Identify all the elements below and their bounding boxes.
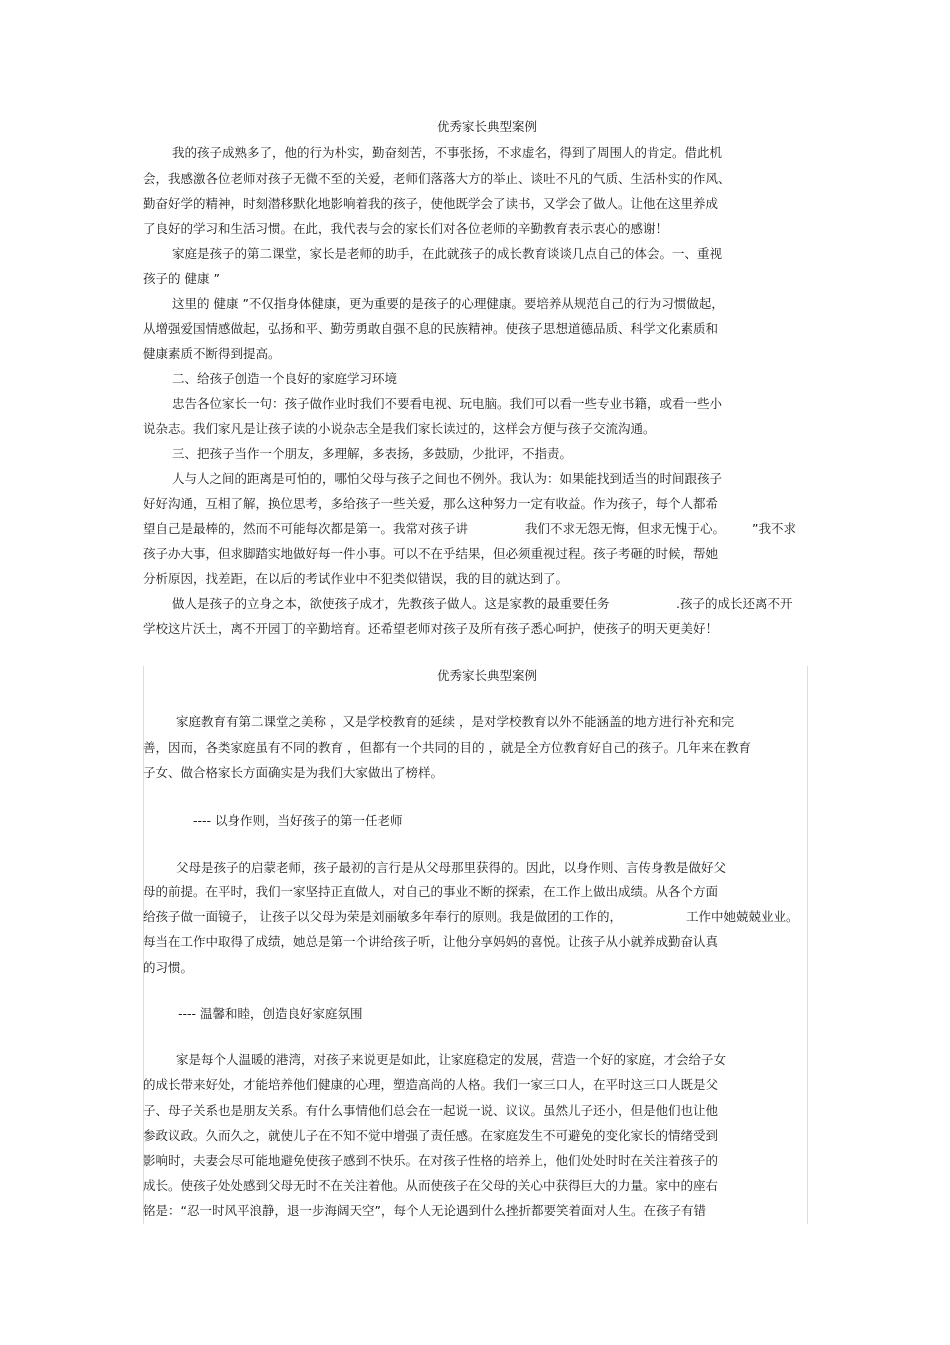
paragraph-line: 参政议政。久而久之，就使儿子在不知不觉中增强了责任感。在家庭发生不可避免的变化家长的情绪受到 bbox=[143, 1128, 719, 1143]
paragraph-line: 的习惯。 bbox=[143, 960, 194, 975]
section-heading: ---- 以身作则，当好孩子的第一任老师 bbox=[193, 813, 403, 828]
paragraph-line: 这里的 健康 ”不仅指身体健康，更为重要的是孩子的心理健康。要培养从规范自己的行为习惯做起， bbox=[172, 296, 724, 311]
paragraph-line: 每当在工作中取得了成绩，她总是第一个讲给孩子听，让他分享妈妈的喜悦。让孩子从小就养成勤奋认真 bbox=[143, 934, 719, 949]
section-heading: ---- 温馨和睦，创造良好家庭氛围 bbox=[178, 1006, 363, 1021]
paragraph-line: 父母是孩子的启蒙老师，孩子最初的言行是从父母那里获得的。因此，以身作则、言传身教是做好父 bbox=[176, 860, 727, 875]
paragraph-line: 孩子的 健康 ” bbox=[143, 271, 220, 286]
paragraph-line: 从增强爱国情感做起，弘扬和平、勤劳勇敢自强不息的民族精神。使孩子思想道德品质、科学文化素质和 bbox=[143, 321, 719, 336]
page-title: 优秀家长典型案例 bbox=[437, 119, 538, 134]
paragraph-line: 忠告各位家长一句：孩子做作业时我们不要看电视、玩电脑。我们可以看一些专业书籍，或看一些小 bbox=[172, 396, 723, 411]
paragraph-line: 给孩子做一面镜子， 让孩子以父母为荣是刘丽敏多年奉行的原则。我是做团的工作的， bbox=[143, 909, 622, 924]
paragraph-line: 了良好的学习和生活习惯。在此，我代表与会的家长们对各位老师的辛勤教育表示衷心的感谢！ bbox=[143, 221, 669, 236]
paragraph-line: 好好沟通，互相了解，换位思考，多给孩子一些关爱，那么这种努力一定有收益。作为孩子，每个人都希 bbox=[143, 496, 719, 511]
paragraph-line: 望自己是最棒的，然而不可能每次都是第一。我常对孩子讲 bbox=[143, 521, 469, 536]
paragraph-line: 家庭教育有第二课堂之美称 ，又是学校教育的延续 ，是对学校教育以外不能涵盖的地方进行补充和完 bbox=[176, 714, 734, 729]
paragraph-line: 做人是孩子的立身之本，欲使孩子成才，先教孩子做人。这是家教的最重要任务 bbox=[172, 596, 610, 611]
paragraph-line: 学校这片沃土，离不开园丁的辛勤培育。还希望老师对孩子及所有孩子悉心呵护，使孩子的明天更美好！ bbox=[143, 621, 719, 636]
paragraph-line: 的成长带来好处，才能培养他们健康的心理，塑造高尚的人格。我们一家三口人，在平时这三口人既是父 bbox=[143, 1077, 719, 1092]
paragraph-line: 健康素质不断得到提高。 bbox=[143, 346, 281, 361]
section-heading: 三、把孩子当作一个朋友，多理解，多表扬，多鼓励，少批评，不指责。 bbox=[172, 446, 573, 461]
paragraph-line: 影响时，夫妻会尽可能地避免使孩子感到不快乐。在对孩子性格的培养上，他们处处时时在关注着孩子的 bbox=[143, 1153, 719, 1168]
paragraph-line: 我的孩子成熟多了，他的行为朴实，勤奋刻苦，不事张扬，不求虚名，得到了周围人的肯定。借此机 bbox=[172, 145, 723, 160]
paragraph-line: 说杂志。我们家凡是让孩子读的小说杂志全是我们家长读过的，这样会方便与孩子交流沟通。 bbox=[143, 421, 656, 436]
paragraph-line: 子女、做合格家长方面确实是为我们大家做出了榜样。 bbox=[143, 765, 444, 780]
paragraph-line: ”我不求 bbox=[752, 521, 796, 536]
paragraph-line: 勤奋好学的精神，时刻潜移默化地影响着我的孩子，使他既学会了读书，又学会了做人。让他在这里养成 bbox=[143, 196, 719, 211]
paragraph-line: 铭是：“忍一时风平浪静，退一步海阔天空”，每个人无论遇到什么挫折都要笑着面对人生。在孩子有错 bbox=[143, 1203, 706, 1218]
paragraph-line: 家是每个人温暖的港湾，对孩子来说更是如此，让家庭稳定的发展，营造一个好的家庭，才会给子女 bbox=[176, 1052, 727, 1067]
paragraph-line: 母的前提。在平时，我们一家坚持正直做人，对自己的事业不断的探索，在工作上做出成绩。从各个方面 bbox=[143, 884, 719, 899]
quote-text: 我们不求无怨无悔，但求无愧于心。 bbox=[525, 521, 726, 536]
paragraph-line: 家庭是孩子的第二课堂，家长是老师的助手，在此就孩子的成长教育谈谈几点自己的体会。一、重视 bbox=[172, 246, 723, 261]
paragraph-line: 人与人之间的距离是可怕的，哪怕父母与孩子之间也不例外。我认为：如果能找到适当的时间跟孩子 bbox=[172, 471, 723, 486]
paragraph-line: 孩子办大事，但求脚踏实地做好每一件小事。可以不在乎结果，但必须重视过程。孩子考砸的时候，帮她 bbox=[143, 546, 719, 561]
section-heading: 二、给孩子创造一个良好的家庭学习环境 bbox=[172, 371, 398, 386]
paragraph-line: 工作中她兢兢业业。 bbox=[686, 909, 799, 924]
paragraph-line: 善，因而，各类家庭虽有不同的教育 ，但都有一个共同的目的 ，就是全方位教育好自己的孩子。几年来在教育 bbox=[143, 740, 751, 755]
page-title: 优秀家长典型案例 bbox=[437, 668, 538, 683]
paragraph-line: 子、母子关系也是朋友关系。有什么事情他们总会在一起说一说、议议。虽然儿子还小，但是他们也让他 bbox=[143, 1103, 719, 1118]
paragraph-line: 分析原因，找差距，在以后的考试作业中不犯类似错误，我的目的就达到了。 bbox=[143, 571, 569, 586]
paragraph-line: 会，我感激各位老师对孩子无微不至的关爱，老师们落落大方的举止、谈吐不凡的气质、生活朴实的作风、 bbox=[143, 171, 731, 186]
paragraph-line: .孩子的成长还离不开 bbox=[676, 596, 793, 611]
paragraph-line: 成长。使孩子处处感到父母无时不在关注着他。从而使孩子在父母的关心中获得巨大的力量。家中的座右 bbox=[143, 1178, 719, 1193]
